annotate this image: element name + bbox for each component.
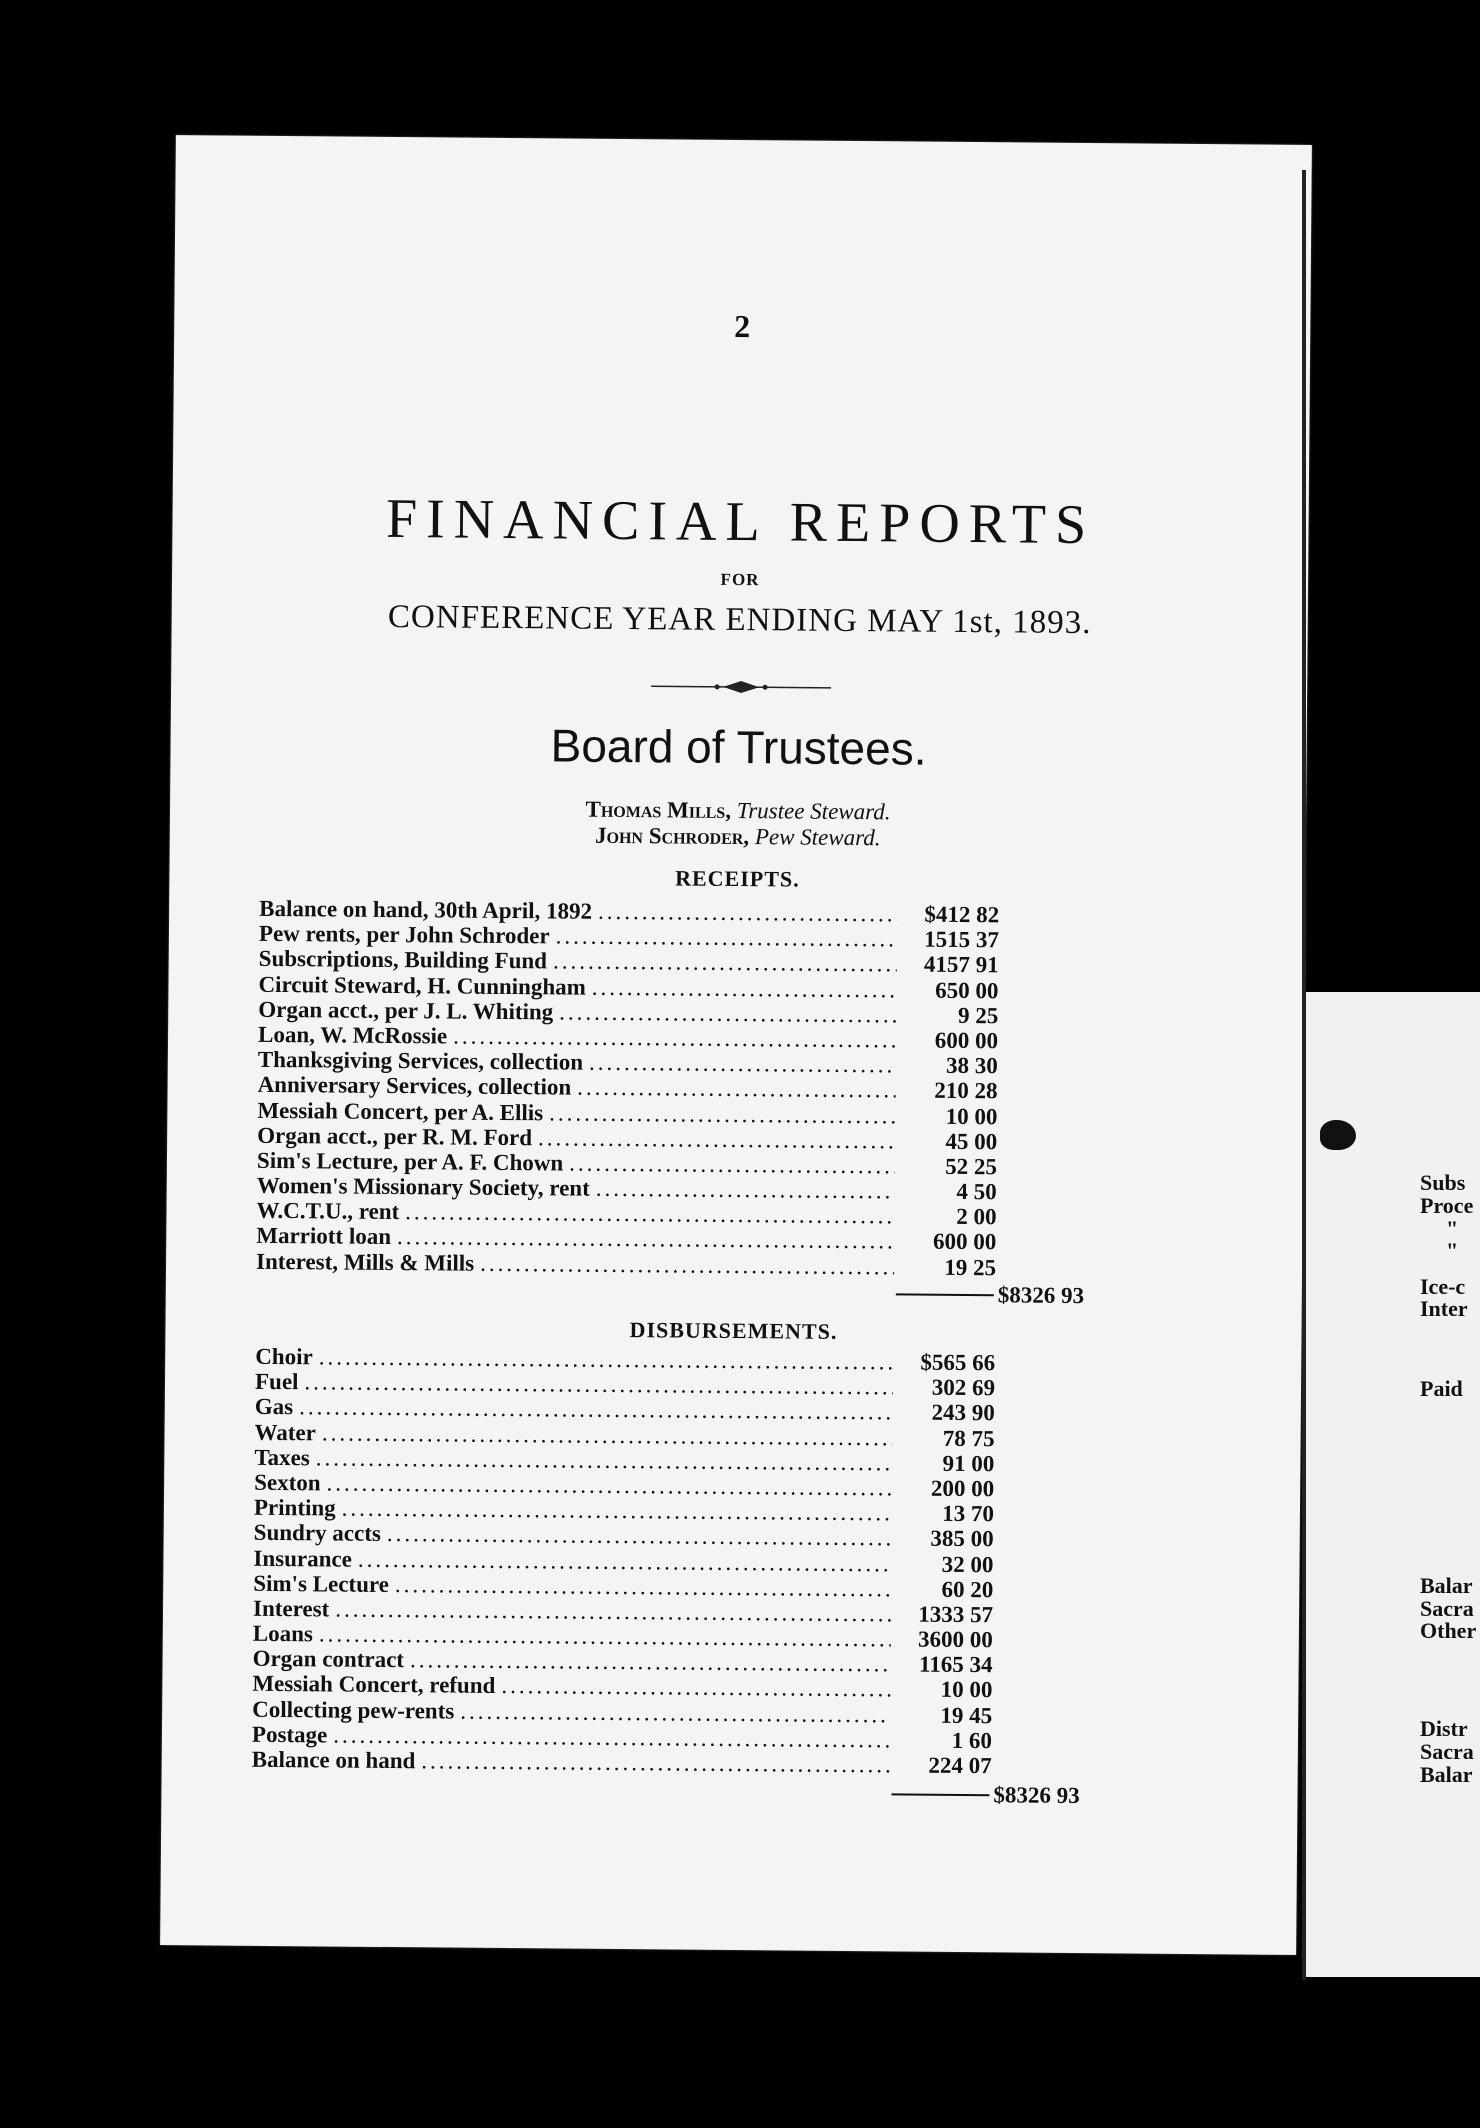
page-number: 2 [734,307,751,345]
officer-role: Pew Steward. [754,824,881,851]
for-label: FOR [720,569,760,590]
line-item-label: Organ acct., per R. M. Ford [257,1122,533,1150]
ornament-divider-icon [651,679,831,695]
adjacent-page-fragment: Sacra [1420,1596,1474,1621]
line-item-amount: 1333 57 [918,1601,994,1628]
line-item-label: Collecting pew-rents [252,1696,455,1724]
line-item-amount: 38 30 [945,1052,998,1079]
adjacent-page-fragment: Sacra [1420,1739,1474,1764]
line-item-label: Balance on hand [251,1746,416,1774]
disbursements-total-line [891,1781,1079,1809]
line-item-label: Taxes [254,1444,310,1471]
dot-leader [556,924,898,953]
line-item-amount: 13 70 [942,1500,995,1527]
receipts-list [256,896,999,1280]
dot-leader [559,999,896,1028]
line-item-label: Interest, Mills & Mills [255,1248,475,1276]
line-item-label: Pew rents, per John Schroder [258,921,550,949]
line-item-label: Subscriptions, Building Fund [258,946,548,974]
dot-leader [480,1250,894,1280]
dot-leader [598,899,897,928]
line-item-amount: 3600 00 [917,1626,993,1653]
receipts-heading: RECEIPTS. [675,865,800,892]
line-item-label: Sim's Lecture [253,1570,390,1597]
line-item-label: Sexton [254,1469,321,1496]
line-item-label: Insurance [253,1545,353,1572]
disbursements-list [252,1344,996,1779]
receipt-row [256,1248,996,1280]
line-item-amount: 19 25 [944,1254,997,1280]
line-item-amount: 224 07 [928,1752,992,1779]
officer-name: John Schroder, [594,822,750,850]
dot-leader [421,1748,890,1778]
line-item-label: Loans [252,1620,314,1647]
line-item-label: Thanksgiving Services, collection [257,1046,584,1075]
dot-leader [333,1722,890,1753]
line-item-amount: 600 00 [932,1229,997,1255]
dot-leader [577,1075,896,1104]
disbursements-total: $8326 93 [993,1782,1080,1809]
adjacent-page-fragment: Balar [1420,1573,1473,1598]
officer-name: Thomas Mills, [585,796,732,823]
adjacent-page-fragment: Subs [1420,1170,1466,1195]
document-page [160,135,1312,1955]
adjacent-page [1306,992,1480,1977]
line-item-amount: 650 00 [935,977,999,1003]
total-rule [896,1293,994,1296]
line-item-amount: 60 20 [941,1576,994,1602]
line-item-amount: 200 00 [930,1475,995,1502]
line-item-label: Fuel [254,1369,299,1395]
line-item-amount: 302 69 [931,1374,996,1401]
line-item-amount: 45 00 [945,1128,998,1154]
line-item-amount: 78 75 [942,1425,995,1451]
adjacent-page-fragment: Inter [1420,1296,1468,1321]
disbursements-heading: DISBURSEMENTS. [629,1317,838,1344]
adjacent-page-fragment: Proce [1420,1193,1474,1218]
line-item-amount: 10 00 [940,1677,993,1703]
line-item-label: Anniversary Services, collection [257,1072,572,1100]
line-item-label: Marriott loan [256,1223,392,1250]
line-item-label: Balance on hand, 30th April, 1892 [259,895,593,924]
line-item-label: Organ acct., per J. L. Whiting [258,996,554,1025]
dot-leader [589,1050,896,1079]
line-item-amount: 243 90 [931,1400,995,1426]
line-item-label: Sim's Lecture, per A. F. Chown [256,1147,564,1176]
line-item-label: Water [254,1419,317,1445]
line-item-amount: 1515 37 [924,926,1000,953]
line-item-label: Postage [251,1721,328,1748]
line-item-amount: 4 50 [956,1178,997,1205]
dot-leader [319,1621,891,1652]
ink-smudge [1320,1120,1356,1150]
line-item-amount: 1165 34 [919,1651,993,1678]
receipts-total-line [896,1281,1084,1309]
report-subtitle: CONFERENCE YEAR ENDING MAY 1st, 1893. [387,598,1092,642]
line-item-amount: 4157 91 [923,952,999,978]
line-item-amount: $565 66 [920,1349,996,1376]
line-item-label: Women's Missionary Society, rent [256,1172,590,1201]
line-item-amount: 10 00 [945,1103,998,1129]
line-item-label: Messiah Concert, refund [252,1671,496,1699]
report-title: FINANCIAL REPORTS [385,487,1096,557]
line-item-amount: 9 25 [957,1002,999,1029]
dot-leader [596,1176,895,1205]
line-item-label: W.C.T.U., rent [256,1198,400,1225]
officer-role: Trustee Steward. [736,797,891,825]
line-item-amount: 2 00 [956,1204,997,1230]
line-item-label: Choir [255,1343,313,1370]
adjacent-page-fragment: " [1446,1216,1459,1241]
line-item-amount: 19 45 [940,1702,993,1728]
line-item-label: Organ contract [252,1646,405,1673]
line-item-label: Sundry accts [253,1520,381,1547]
line-item-label: Interest [252,1595,330,1622]
adjacent-page-fragment: Distr [1420,1716,1468,1741]
line-item-amount: 600 00 [934,1027,999,1054]
total-rule [891,1793,989,1796]
line-item-label: Gas [254,1394,294,1420]
line-item-amount: $412 82 [924,901,1000,928]
line-item-amount: 52 25 [945,1153,998,1180]
line-item-amount: 210 28 [934,1078,998,1104]
adjacent-page-fragment: Other [1420,1618,1477,1643]
adjacent-page-fragment: Balar [1420,1762,1473,1787]
adjacent-page-fragment: " [1446,1238,1459,1263]
receipts-total: $8326 93 [997,1282,1085,1309]
line-item-label: Loan, W. McRossie [257,1021,448,1049]
line-item-amount: 385 00 [930,1526,994,1552]
section-title: Board of Trustees. [550,719,927,775]
line-item-label: Circuit Steward, H. Cunningham [258,971,586,1000]
disbursement-row [252,1747,992,1779]
dot-leader [592,974,897,1003]
line-item-label: Printing [253,1494,336,1521]
line-item-amount: 1 60 [951,1727,993,1754]
line-item-amount: 91 00 [942,1450,995,1477]
line-item-label: Messiah Concert, per A. Ellis [257,1097,544,1125]
line-item-amount: 32 00 [941,1551,994,1577]
dot-leader [569,1150,895,1179]
adjacent-page-fragment: Ice-c [1420,1274,1466,1299]
adjacent-page-fragment: Paid [1420,1376,1463,1401]
